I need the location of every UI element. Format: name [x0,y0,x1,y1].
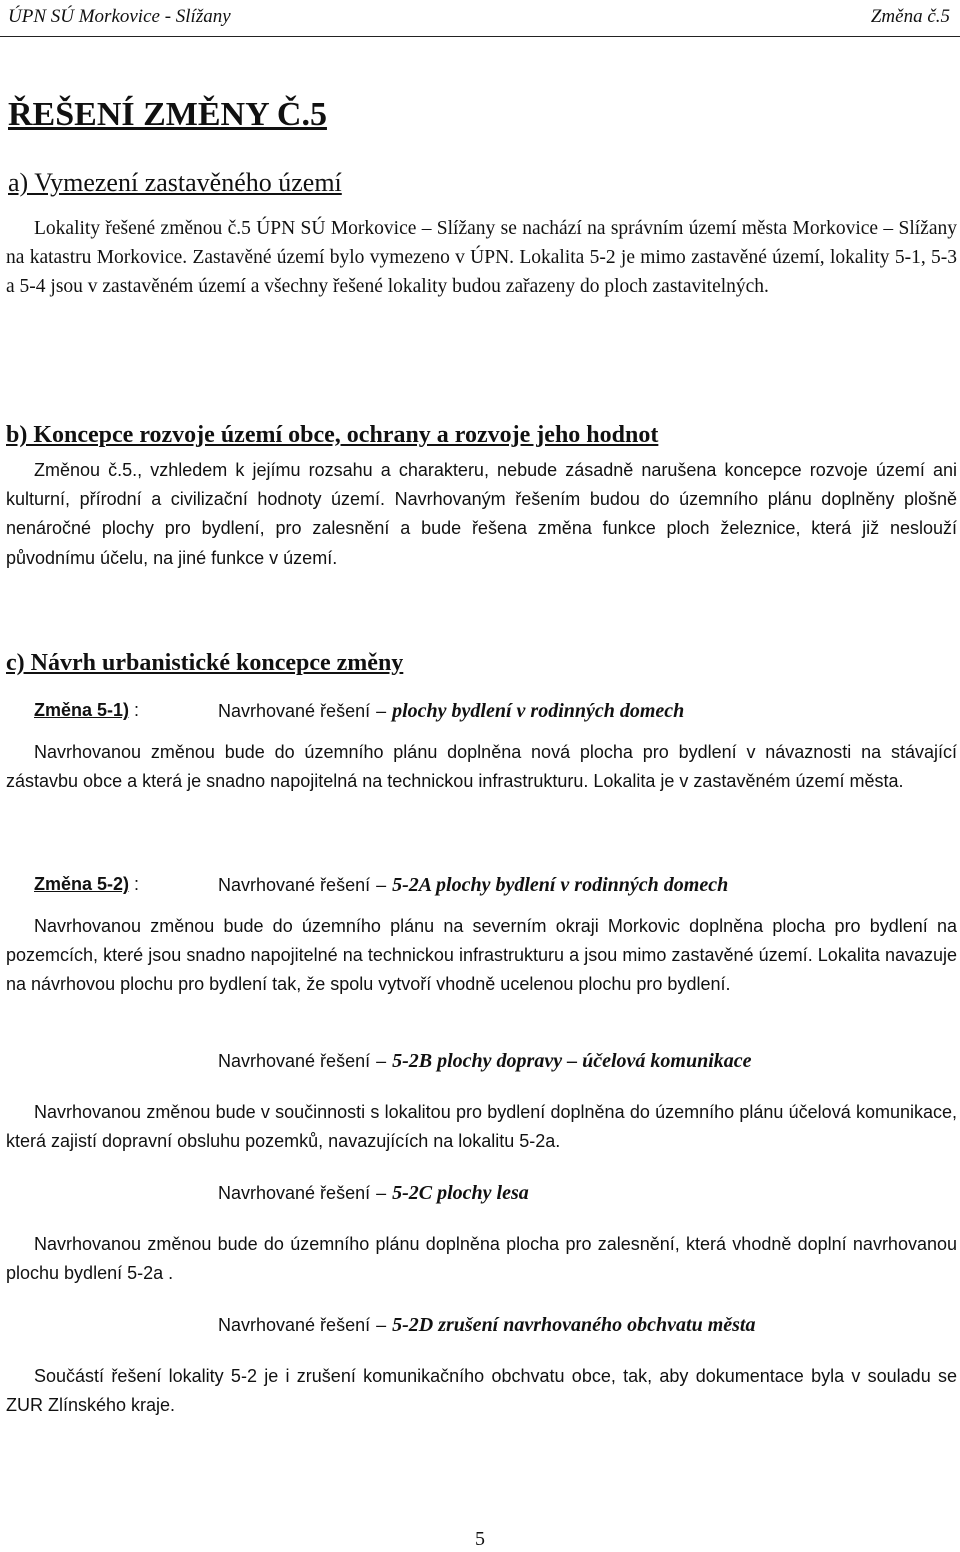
header-right: Změna č.5 [870,6,950,27]
change-5-1-label: Změna 5-1) : [34,700,140,720]
section-b-text: Změnou č.5., vzhledem k jejímu rozsahu a charakteru, nebude zásadně narušena koncepce rozvoje území ani kulturní, přírodní a civilizační hodnoty území. Navrhovaným řešením budou do územního plánu doplněny plošně nenáročné plochy pro bydlení, pro zalesnění a bude řešena změna funkce ploch železnice, která již neslouží původnímu účelu, na jiné funkce v území. [6,460,957,568]
page-title: ŘEŠENÍ ZMĚNY Č.5 [8,96,327,133]
section-b-heading: b) Koncepce rozvoje území obce, ochrany a rozvoje jeho hodnot [6,422,659,448]
change-5-2d-text: Součástí řešení lokality 5-2 je i zrušení komunikačního obchvatu obce, tak, aby dokumentace byla v souladu se ZUR Zlínského kraje. [6,1366,957,1416]
change-5-2d-solution: Navrhované řešení – 5-2D zrušení navrhovaného obchvatu města [218,1314,756,1336]
change-5-1-solution: Navrhované řešení – plochy bydlení v rodinných domech [218,700,685,722]
change-5-2c-solution: Navrhované řešení – 5-2C plochy lesa [218,1182,529,1204]
change-5-1-text: Navrhovanou změnou bude do územního plánu doplněna nová plocha pro bydlení v návaznosti na stávající zástavbu obce a která je snadno napojitelná na technickou infrastrukturu. Lokalita je v zastavěném území města. [6,742,957,792]
section-c-heading: c) Návrh urbanistické koncepce změny [6,650,404,676]
change-5-2-label: Změna 5-2) : [34,874,140,894]
change-5-2c-text: Navrhovanou změnou bude do územního plánu doplněna plocha pro zalesnění, která vhodně doplní navrhovanou plochu bydlení 5-2a . [6,1234,957,1284]
change-5-2b-text: Navrhovanou změnou bude v součinnosti s lokalitou pro bydlení doplněna do územního plánu účelová komunikace, která zajistí dopravní obsluhu pozemků, navazujících na lokalitu 5-2a. [6,1102,957,1152]
page-number: 5 [475,1528,485,1550]
change-5-2b-solution: Navrhované řešení – 5-2B plochy dopravy – účelová komunikace [218,1050,752,1072]
section-a-text: Lokality řešené změnou č.5 ÚPN SÚ Morkovice – Slížany se nachází na správním území města Morkovice – Slížany na katastru Morkovice. Zastavěné území bylo vymezeno v ÚPN. Lokalita 5-2 je mimo zastavěné území, lokality 5-1, 5-3 a 5-4 jsou v zastavěném území a všechny řešené lokality budou zařazeny do ploch zastavitelných. [6,218,957,298]
change-5-2a-text: Navrhovanou změnou bude do územního plánu na severním okraji Morkovic doplněna plocha pro bydlení na pozemcích, které jsou snadno napojitelné na technickou infrastrukturu a jsou mimo zastavěné území. Lokalita navazuje na návrhovou plochu pro bydlení tak, že spolu vytvoří vhodně ucelenou plochu pro bydlení. [6,916,957,995]
change-5-2a-solution: Navrhované řešení – 5-2A plochy bydlení v rodinných domech [218,874,729,896]
header-left: ÚPN SÚ Morkovice - Slížany [8,6,231,27]
section-a-heading: a) Vymezení zastavěného území [8,168,342,197]
header-divider [0,36,960,37]
